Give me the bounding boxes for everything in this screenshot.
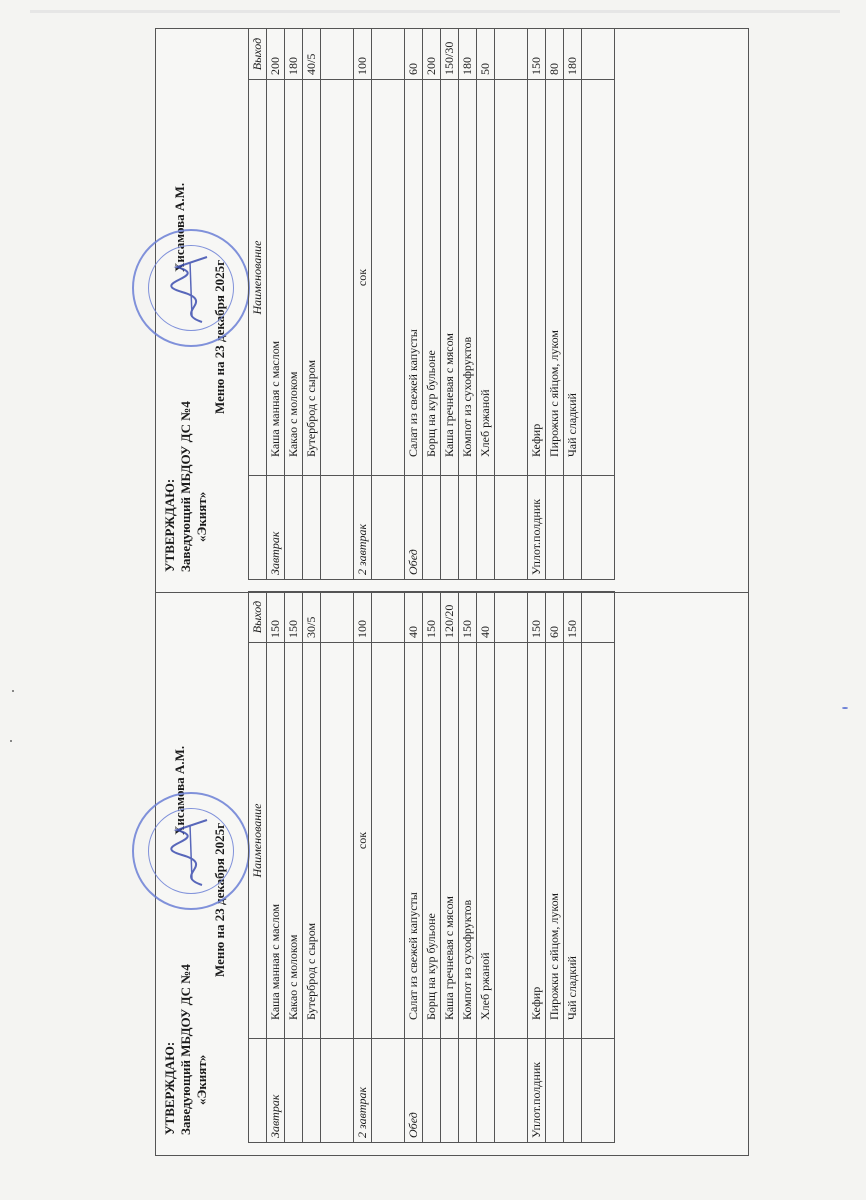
table-row (303, 29, 321, 580)
dish-cell: Борщ на кур бульоне (423, 643, 441, 1039)
meal-cell (372, 1039, 405, 1143)
meal-cell (441, 1039, 459, 1143)
dish-cell (321, 80, 354, 476)
dish-cell: Компот из сухофруктов (459, 643, 477, 1039)
meal-cell (423, 1039, 441, 1143)
table-row (564, 592, 582, 1143)
scan-edge (30, 10, 840, 13)
table-row (267, 592, 285, 1143)
table-row (564, 29, 582, 580)
menu-copy-first (156, 593, 748, 1155)
meal-cell (321, 1039, 354, 1143)
meal-cell (372, 476, 405, 580)
dish-cell: Хлеб ржаной (477, 643, 495, 1039)
table-row (354, 29, 372, 580)
table-row (321, 29, 354, 580)
dish-cell: Чай сладкий (564, 80, 582, 476)
dish-cell: Какао с молоком (285, 80, 303, 476)
approver-role: Заведующий МБДОУ ДС №4 (178, 401, 193, 572)
table-row (372, 29, 405, 580)
table-row (285, 29, 303, 580)
meal-cell (495, 476, 528, 580)
dish-cell (495, 643, 528, 1039)
kindergarten-name: «Экият» (194, 1054, 209, 1105)
dish-cell: Салат из свежей капусты (405, 80, 423, 476)
output-cell: 150 (528, 29, 546, 80)
output-cell: 200 (267, 29, 285, 80)
approver-role: Заведующий МБДОУ ДС №4 (178, 964, 193, 1135)
output-cell: 150 (423, 592, 441, 643)
dish-cell (372, 80, 405, 476)
table-row (528, 592, 546, 1143)
dish-cell: Какао с молоком (285, 643, 303, 1039)
menu-copy-second (156, 30, 748, 592)
meal-cell (546, 1039, 564, 1143)
meal-cell: Завтрак (267, 1039, 285, 1143)
meal-cell: 2 завтрак (354, 1039, 372, 1143)
output-cell: 60 (546, 592, 564, 643)
dish-cell (495, 80, 528, 476)
table-row (546, 592, 564, 1143)
meal-cell (495, 1039, 528, 1143)
output-cell (372, 592, 405, 643)
meal-cell (285, 1039, 303, 1143)
output-cell: 40/5 (303, 29, 321, 80)
dish-cell: Компот из сухофруктов (459, 80, 477, 476)
table-row (423, 592, 441, 1143)
output-cell: 40 (477, 592, 495, 643)
table-header-row (249, 29, 267, 580)
meal-cell: Обед (405, 476, 423, 580)
meal-cell: Уплот.полдник (528, 1039, 546, 1143)
dish-cell: Каша манная с маслом (267, 80, 285, 476)
output-cell: 30/5 (303, 592, 321, 643)
menu-date: Меню на 23 декабря 2025г (212, 259, 227, 414)
signature-icon (162, 247, 222, 327)
table-row (423, 29, 441, 580)
header-output: Выход (249, 592, 267, 643)
table-row (477, 592, 495, 1143)
meal-cell (321, 476, 354, 580)
output-cell (321, 592, 354, 643)
meal-cell (477, 476, 495, 580)
dish-cell: Бутерброд с сыром (303, 643, 321, 1039)
output-cell: 180 (459, 29, 477, 80)
dish-cell: Чай сладкий (564, 643, 582, 1039)
dish-cell: сок (354, 80, 372, 476)
output-cell: 150 (285, 592, 303, 643)
meal-cell (582, 1039, 615, 1143)
output-cell: 150/30 (441, 29, 459, 80)
signature-icon (162, 810, 222, 890)
scan-speck (842, 707, 848, 709)
menu-table (248, 591, 615, 1143)
meal-cell: 2 завтрак (354, 476, 372, 580)
meal-cell (303, 476, 321, 580)
meal-cell (285, 476, 303, 580)
table-row (267, 29, 285, 580)
meal-cell: Уплот.полдник (528, 476, 546, 580)
dish-cell: Борщ на кур бульоне (423, 80, 441, 476)
table-header-row (249, 592, 267, 1143)
dish-cell: Хлеб ржаной (477, 80, 495, 476)
output-cell: 150 (564, 592, 582, 643)
table-row (495, 592, 528, 1143)
header-output: Выход (249, 29, 267, 80)
table-row (477, 29, 495, 580)
table-row (495, 29, 528, 580)
header-name: Наименование (249, 643, 267, 1039)
output-cell (582, 592, 615, 643)
table-row (459, 592, 477, 1143)
output-cell (495, 592, 528, 643)
official-stamp (132, 229, 250, 347)
scan-speck (12, 690, 14, 692)
output-cell: 40 (405, 592, 423, 643)
meal-cell: Завтрак (267, 476, 285, 580)
table-row (582, 29, 615, 580)
output-cell (582, 29, 615, 80)
meal-cell (564, 1039, 582, 1143)
dish-cell: Бутерброд с сыром (303, 80, 321, 476)
table-row (546, 29, 564, 580)
dish-cell: Кефир (528, 80, 546, 476)
table-row (321, 592, 354, 1143)
table-row (285, 592, 303, 1143)
output-cell: 60 (405, 29, 423, 80)
output-cell: 150 (267, 592, 285, 643)
dish-cell: Пирожки с яйцом, луком (546, 643, 564, 1039)
dish-cell: Кефир (528, 643, 546, 1039)
dish-cell: Каша манная с маслом (267, 643, 285, 1039)
table-row (354, 592, 372, 1143)
meal-cell (564, 476, 582, 580)
output-cell: 100 (354, 29, 372, 80)
meal-cell (459, 476, 477, 580)
dish-cell: Каша гречневая с мясом (441, 80, 459, 476)
header-meal (249, 476, 267, 580)
output-cell: 150 (459, 592, 477, 643)
menu-table (248, 28, 615, 580)
meal-cell (477, 1039, 495, 1143)
official-stamp (132, 792, 250, 910)
output-cell: 80 (546, 29, 564, 80)
dish-cell: Пирожки с яйцом, луком (546, 80, 564, 476)
output-cell: 100 (354, 592, 372, 643)
meal-cell (423, 476, 441, 580)
table-row (528, 29, 546, 580)
approval-title: УТВЕРЖДАЮ: (162, 1041, 177, 1135)
head-name: Хисамова А.М. (172, 182, 187, 272)
header-meal (249, 1039, 267, 1143)
meal-cell (582, 476, 615, 580)
output-cell: 120/20 (441, 592, 459, 643)
table-row (303, 592, 321, 1143)
meal-cell (441, 476, 459, 580)
output-cell: 50 (477, 29, 495, 80)
table-row (372, 592, 405, 1143)
dish-cell (372, 643, 405, 1039)
dish-cell: Каша гречневая с мясом (441, 643, 459, 1039)
meal-cell (459, 1039, 477, 1143)
output-cell (372, 29, 405, 80)
head-name: Хисамова А.М. (172, 745, 187, 835)
dish-cell (582, 80, 615, 476)
scan-speck (10, 740, 12, 742)
dish-cell: сок (354, 643, 372, 1039)
approval-title: УТВЕРЖДАЮ: (162, 478, 177, 572)
dish-cell (321, 643, 354, 1039)
table-row (405, 592, 423, 1143)
table-row (405, 29, 423, 580)
output-cell: 150 (528, 592, 546, 643)
dish-cell: Салат из свежей капусты (405, 643, 423, 1039)
meal-cell (303, 1039, 321, 1143)
output-cell: 200 (423, 29, 441, 80)
output-cell (321, 29, 354, 80)
table-row (459, 29, 477, 580)
output-cell: 180 (564, 29, 582, 80)
meal-cell: Обед (405, 1039, 423, 1143)
kindergarten-name: «Экият» (194, 491, 209, 542)
table-row (441, 29, 459, 580)
meal-cell (546, 476, 564, 580)
dish-cell (582, 643, 615, 1039)
output-cell (495, 29, 528, 80)
menu-date: Меню на 23 декабря 2025г (212, 822, 227, 977)
table-row (441, 592, 459, 1143)
table-row (582, 592, 615, 1143)
header-name: Наименование (249, 80, 267, 476)
output-cell: 180 (285, 29, 303, 80)
menu-sheet (155, 28, 749, 1156)
